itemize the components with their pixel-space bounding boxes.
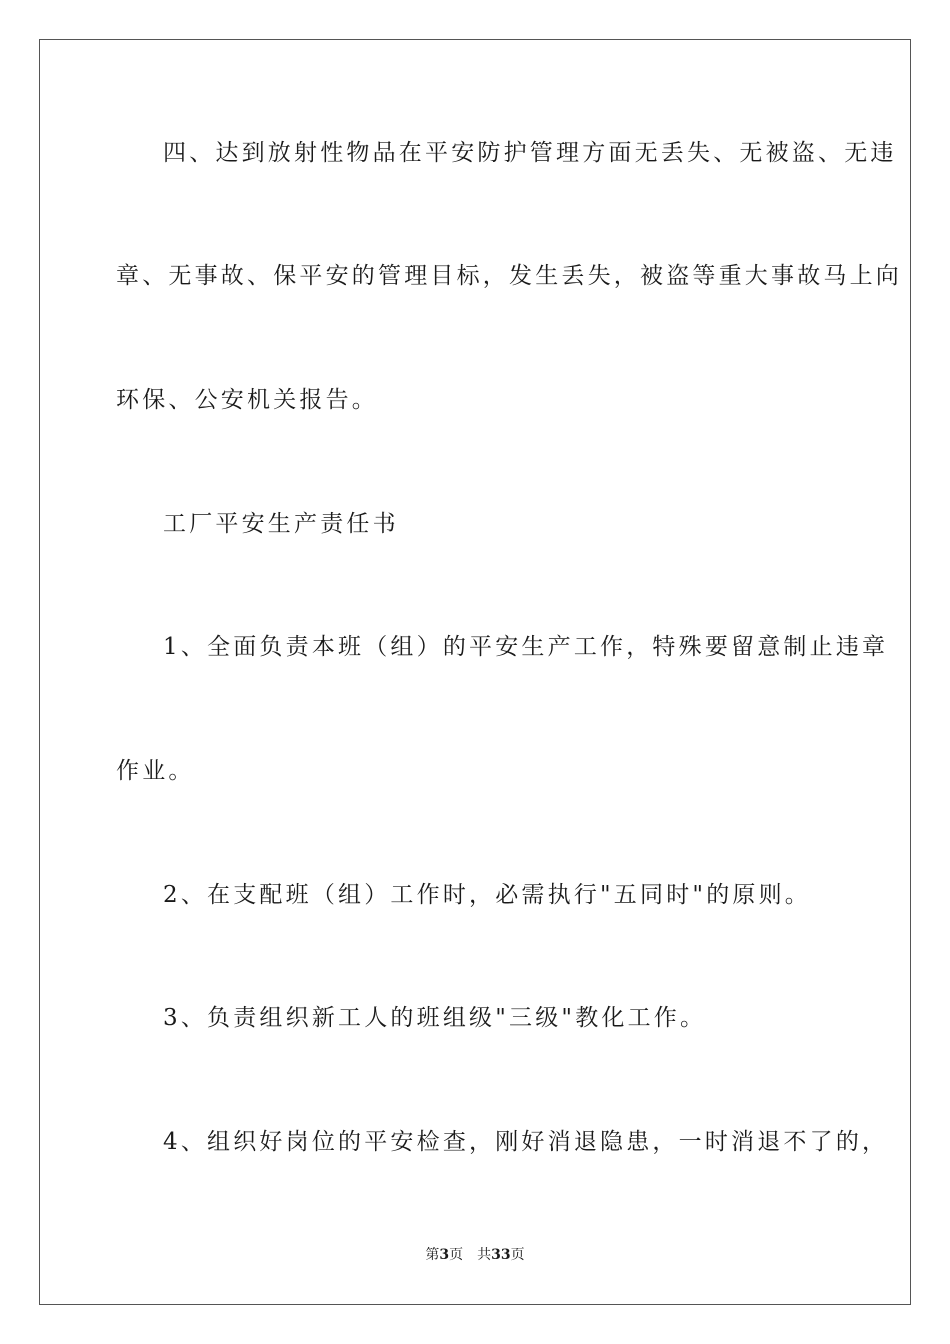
page-number: 3 xyxy=(439,1247,450,1263)
paragraph-4-line-3: 环保、公安机关报告。 xyxy=(116,387,378,413)
page-suffix: 页 xyxy=(449,1247,464,1263)
paragraph-4-line-2: 章、无事故、保平安的管理目标，发生丢失，被盗等重大事故马上向 xyxy=(116,263,902,289)
total-suffix: 页 xyxy=(510,1247,525,1263)
page-border xyxy=(39,39,911,1305)
total-pages: 33 xyxy=(491,1247,511,1263)
section-heading: 工厂平安生产责任书 xyxy=(163,511,399,537)
item-1-line-1: 1、全面负责本班（组）的平安生产工作，特殊要留意制止违章 xyxy=(163,634,889,660)
page-prefix: 第 xyxy=(425,1247,440,1263)
item-3: 3、负责组织新工人的班组级"三级"教化工作。 xyxy=(163,1005,707,1031)
item-1-line-2: 作业。 xyxy=(116,758,195,784)
paragraph-4-line-1: 四、达到放射性物品在平安防护管理方面无丢失、无被盗、无违 xyxy=(163,140,897,166)
page-footer xyxy=(0,1245,950,1265)
total-prefix: 共 xyxy=(477,1247,492,1263)
item-4-line-1: 4、组织好岗位的平安检查，刚好消退隐患，一时消退不了的， xyxy=(163,1129,889,1155)
item-2: 2、在支配班（组）工作时，必需执行"五同时"的原则。 xyxy=(163,882,811,908)
